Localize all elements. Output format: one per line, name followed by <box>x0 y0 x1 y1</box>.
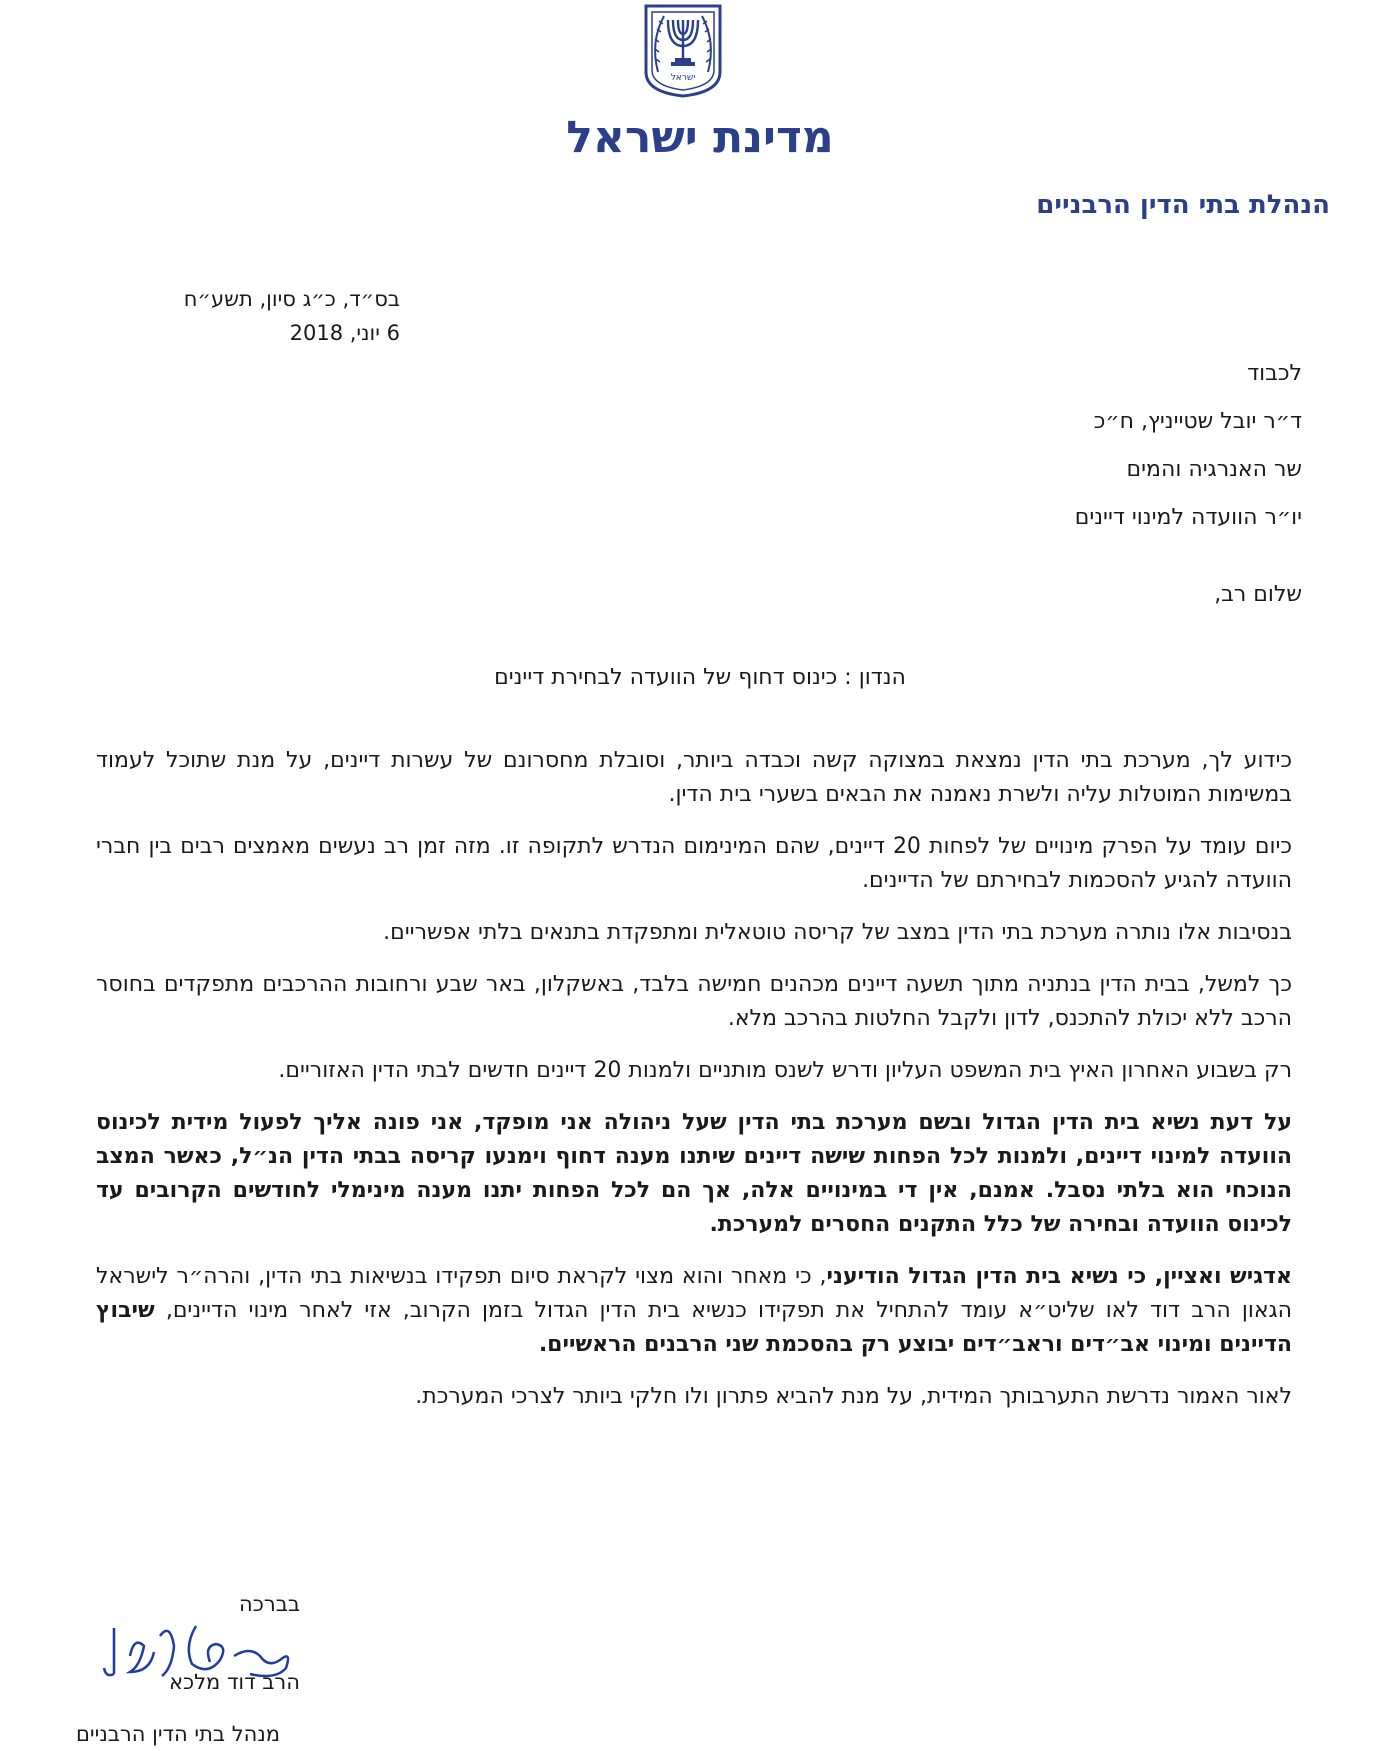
svg-text:ישראל: ישראל <box>670 73 696 83</box>
body-paragraph: בנסיבות אלו נותרה מערכת בתי הדין במצב של קריסה טוטאלית ומתפקדת בתנאים בלתי אפשריים. <box>383 920 1292 945</box>
emphasis-text: אדגיש ואציין, כי נשיא בית הדין הגדול הודיעני <box>826 1264 1292 1289</box>
subject-line: הנדון : כינוס דחוף של הוועדה לבחירת דיינים <box>494 665 906 690</box>
body-paragraph-mixed <box>96 1260 1292 1362</box>
state-name-heading: מדינת ישראל <box>566 112 834 163</box>
body-paragraph: כיום עומד על הפרק מינויים של לפחות 20 דיינים, שהם המינימום הנדרש לתקופה זו. מזה זמן רב נעשים מאמצים רבים בין חברי הוועדה להגיע להסכמות לבחירתם של הדיינים. <box>96 834 1292 893</box>
letter-date <box>100 282 400 350</box>
signer-name: הרב דוד מלכא <box>168 1670 300 1694</box>
office-name-heading: הנהלת בתי הדין הרבניים <box>1036 190 1330 220</box>
recipient-name: ד״ר יובל שטייניץ, ח״כ <box>1093 409 1302 434</box>
recipient-honorific: לכבוד <box>1247 361 1302 386</box>
body-paragraph-bold: על דעת נשיא בית הדין הגדול ובשם מערכת בתי הדין שעל ניהולה אני מופקד, אני פונה אליך לפעול מידית לכינוס הוועדה למינוי דיינים, ולמנות לכל הפחות שישה דיינים שיתנו מענה דחוף וימנעו קריסה בבתי הדין הנ״ל, כאשר המצב הנוכחי הוא בלתי נסבל. אמנם, אין די במינויים אלה, אך הם לכל הפחות יתנו מענה מינימלי לחודשים הקרובים עד לכינוס הוועדה ובחירה של כלל התקנים החסרים למערכת. <box>96 1110 1292 1237</box>
recipient-role: שר האנרגיה והמים <box>1126 457 1302 482</box>
recipient-block <box>1075 350 1302 542</box>
body-paragraph: לאור האמור נדרשת התערבותך המידית, על מנת להביא פתרון ולו חלקי ביותר לצרכי המערכת. <box>415 1384 1292 1409</box>
letter-body <box>96 744 1292 1432</box>
hebrew-date: בס״ד, כ״ג סיון, תשע״ח <box>183 287 400 311</box>
signer-title: מנהל בתי הדין הרבניים <box>76 1722 281 1746</box>
state-emblem <box>638 2 728 98</box>
body-text-span: , כי מאחר והוא מצוי לקראת סיום תפקידו בנשיאות בתי הדין, והרה״ר לישראל הגאון הרב דוד לאו שליט״א עומד להתחיל את תפקידו כנשיא בית הדין הגדול בזמן הקרוב, אזי לאחר מינוי הדיינים, <box>96 1264 1292 1323</box>
emphasis-text: שיבוץ הדיינים ומינוי אב״דים וראב״דים יבוצע רק בהסכמת שני הרבנים הראשיים. <box>96 1298 1292 1357</box>
body-paragraph: רק בשבוע האחרון האיץ בית המשפט העליון ודרש לשנס מותניים ולמנות 20 דיינים חדשים לבתי הדין האזוריים. <box>278 1058 1292 1083</box>
greeting: שלום רב, <box>1214 582 1302 607</box>
closing-salutation: בברכה <box>239 1592 300 1616</box>
recipient-committee: יו״ר הוועדה למינוי דיינים <box>1074 505 1302 530</box>
body-paragraph: כך למשל, בבית הדין בנתניה מתוך תשעה דיינים מכהנים חמישה בלבד, באשקלון, באר שבע ורחובות ההרכבים מתפקדים בחוסר הרכב ללא יכולת להתכנס, לדון ולקבל החלטות בהרכב מלא. <box>96 972 1292 1031</box>
gregorian-date: 6 יוני, 2018 <box>289 321 400 345</box>
menorah-emblem-icon <box>638 2 728 98</box>
body-paragraph: כידוע לך, מערכת בתי הדין נמצאת במצוקה קשה וכבדה ביותר, וסובלת מחסרונם של עשרות דיינים, על מנת שתוכל לעמוד במשימות המוטלות עליה ולשרת נאמנה את הבאים בשערי בית הדין. <box>96 748 1292 807</box>
